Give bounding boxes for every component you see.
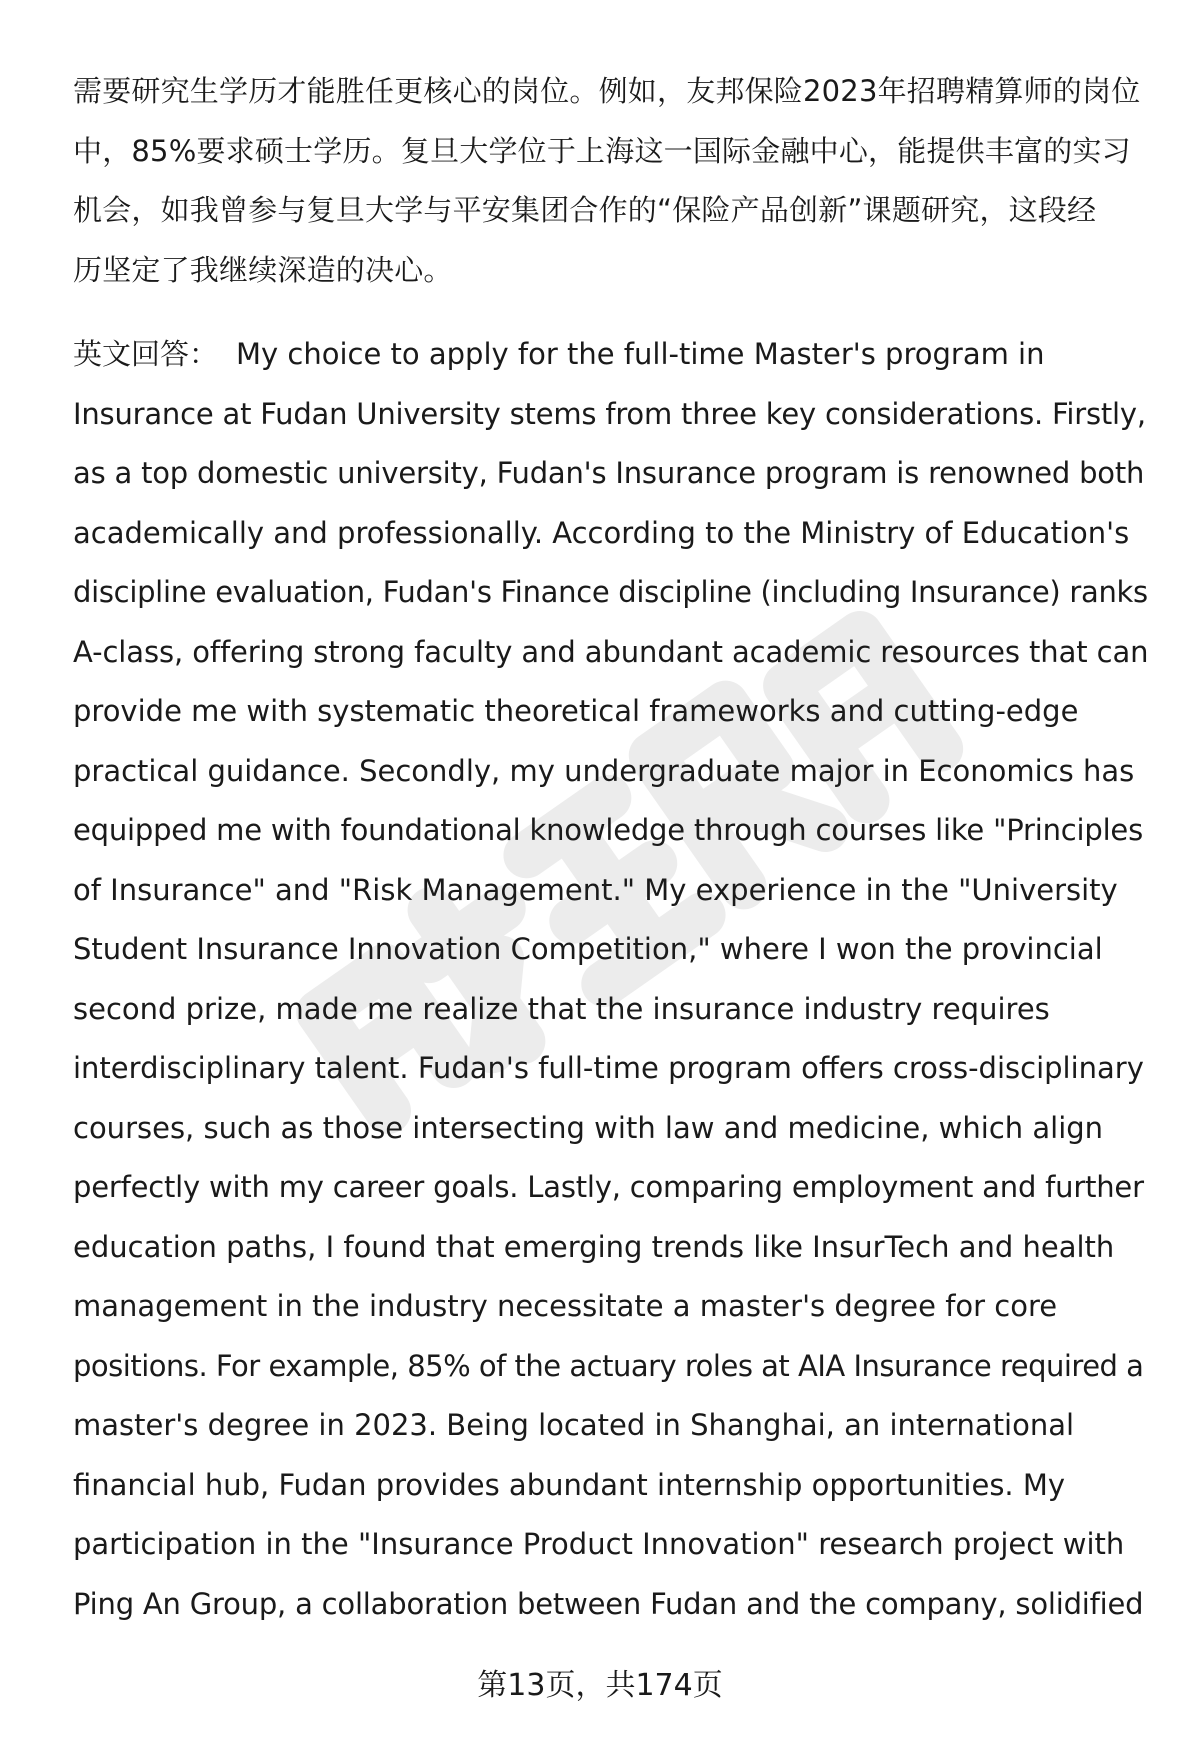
page-number-footer: 第13页，共174页 bbox=[477, 1668, 723, 1703]
text-line: A-class, offering strong faculty and abundant academic resources that can bbox=[73, 634, 1149, 669]
text-line: 需要研究生学历才能胜任更核心的岗位。例如，友邦保险2023年招聘精算师的岗位 bbox=[73, 74, 1141, 108]
text-line: as a top domestic university, Fudan's Insurance program is renowned both bbox=[73, 456, 1145, 490]
answer-label: 英文回答： bbox=[73, 337, 219, 371]
chinese-paragraph bbox=[73, 62, 1148, 300]
text-line: academically and professionally. According to the Ministry of Education's bbox=[73, 515, 1130, 550]
text-line: Student Insurance Innovation Competition," where I won the provincial bbox=[73, 932, 1103, 966]
text-line: Ping An Group, a collaboration between Fudan and the company, solidified bbox=[73, 1586, 1144, 1621]
text-line: education paths, I found that emerging trends like InsurTech and health bbox=[73, 1229, 1115, 1264]
text-line: equipped me with foundational knowledge through courses like "Principles bbox=[73, 813, 1143, 847]
text-line: courses, such as those intersecting with law and medicine, which align bbox=[73, 1110, 1104, 1145]
content-area bbox=[73, 62, 1148, 1634]
text-line: perfectly with my career goals. Lastly, comparing employment and further bbox=[73, 1170, 1144, 1204]
text-line: management in the industry necessitate a master's degree for core bbox=[73, 1289, 1058, 1323]
text-line: provide me with systematic theoretical frameworks and cutting-edge bbox=[73, 694, 1079, 728]
text-line: interdisciplinary talent. Fudan's full-time program offers cross-disciplinary bbox=[73, 1051, 1144, 1085]
text-line: 中，85%要求硕士学历。复旦大学位于上海这一国际金融中心，能提供丰富的实习 bbox=[73, 133, 1131, 168]
english-answer-paragraph bbox=[73, 325, 1148, 1634]
text-line: positions. For example, 85% of the actuary roles at AIA Insurance required a bbox=[73, 1348, 1144, 1383]
text-line bbox=[73, 325, 1148, 385]
text-line: 历坚定了我继续深造的决心。 bbox=[73, 252, 453, 287]
text-line: of Insurance" and "Risk Management." My experience in the "University bbox=[73, 872, 1118, 907]
text-line: second prize, made me realize that the insurance industry requires bbox=[73, 991, 1050, 1026]
text-line: financial hub, Fudan provides abundant internship opportunities. My bbox=[73, 1467, 1066, 1502]
text-line: practical guidance. Secondly, my undergraduate major in Economics has bbox=[73, 753, 1135, 788]
text-line: participation in the "Insurance Product Innovation" research project with bbox=[73, 1527, 1125, 1561]
text-line: discipline evaluation, Fudan's Finance discipline (including Insurance) ranks bbox=[73, 575, 1148, 609]
text-line: Insurance at Fudan University stems from three key considerations. Firstly, bbox=[73, 396, 1146, 431]
text-line-content: My choice to apply for the full-time Master's program in bbox=[236, 337, 1045, 371]
text-line: 机会，如我曾参与复旦大学与平安集团合作的“保险产品创新”课题研究，这段经 bbox=[73, 193, 1097, 227]
text-line: master's degree in 2023. Being located in Shanghai, an international bbox=[73, 1408, 1075, 1442]
